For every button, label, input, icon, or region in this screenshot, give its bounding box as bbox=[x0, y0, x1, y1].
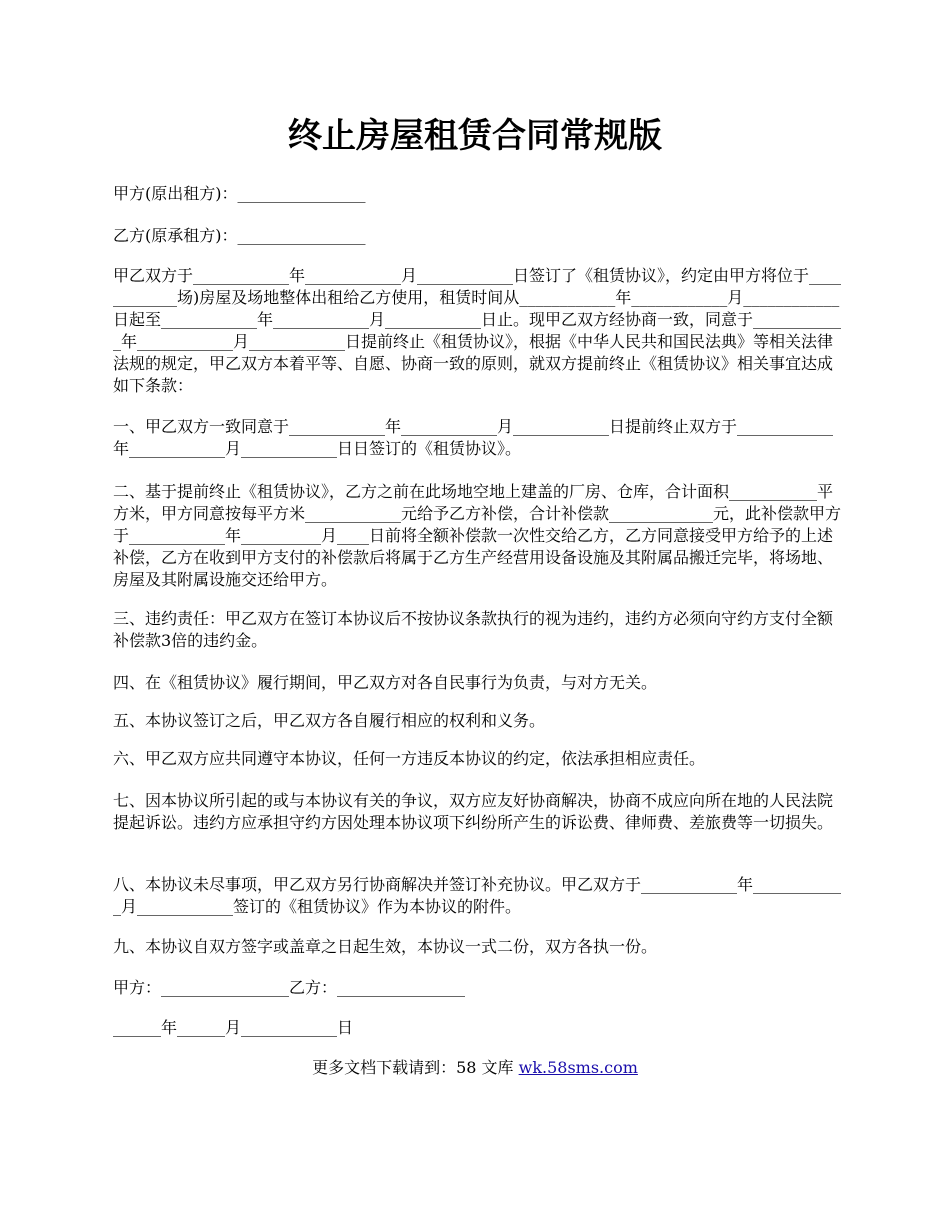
signature-line: 甲方：________________乙方：________________ bbox=[113, 978, 466, 997]
clause-3: 三、违约责任：甲乙双方在签订本协议后不按协议条款执行的视为违约，违约方必须向守约方支付全额补偿款3倍的违约金。 bbox=[113, 609, 834, 650]
clause-2: 二、基于提前终止《租赁协议》，乙方之前在此场地空地上建盖的厂房、仓库，合计面积___________平方米，甲方同意按每平方米____________元给予乙方补偿，合计补偿款_____________元，此补偿款甲方于____________年__________月____日前将全额补偿款一次性交给乙方，乙方同意接受甲方给予的上述补偿，乙方在收到甲方支付的补偿款后将属于乙方生产经营用设备设施及其附属品搬迁完毕，将场地、房屋及其附属设施交还给甲方。 bbox=[113, 482, 842, 589]
clause-7: 七、因本协议所引起的或与本协议有关的争议，双方应友好协商解决，协商不成应向所在地的人民法院提起诉讼。违约方应承担守约方因处理本协议项下纠纷所产生的诉讼费、律师费、差旅费等一切损失。 bbox=[113, 791, 834, 832]
clause-9: 九、本协议自双方签字或盖章之日起生效，本协议一式二份，双方各执一份。 bbox=[113, 937, 658, 956]
intro-paragraph: 甲乙双方于____________年____________月____________日签订了《租赁协议》，约定由甲方将位于____________场)房屋及场地整体出租给乙方使用，租赁时间从____________年____________月____________日起至____________年____________月____________日止。现甲乙双方经协商一致，同意于____________年____________月____________日提前终止《租赁协议》，根据《中华人民共和国民法典》等相关法律法规的规定，甲乙双方本着平等、自愿、协商一致的原则，就双方提前终止《租赁协议》相关事宜达成如下条款： bbox=[113, 266, 842, 395]
clause-6: 六、甲乙双方应共同遵守本协议，任何一方违反本协议的约定，依法承担相应责任。 bbox=[113, 749, 706, 768]
clause-4: 四、在《租赁协议》履行期间，甲乙双方对各自民事行为负责，与对方无关。 bbox=[113, 673, 658, 692]
clause-1: 一、甲乙双方一致同意于____________年____________月____________日提前终止双方于____________年____________月____________日日签订的《租赁协议》。 bbox=[113, 417, 834, 458]
clause-8: 八、本协议未尽事项，甲乙双方另行协商解决并签订补充协议。甲乙双方于____________年____________月____________签订的《租赁协议》作为本协议的附件。 bbox=[113, 875, 842, 916]
date-line: ______年______月____________日 bbox=[113, 1018, 354, 1037]
party-b-line: 乙方(原承租方)：________________ bbox=[113, 226, 366, 245]
clause-5: 五、本协议签订之后，甲乙双方各自履行相应的权利和义务。 bbox=[113, 711, 546, 730]
party-a-line: 甲方(原出租方)：________________ bbox=[113, 184, 366, 203]
footer bbox=[0, 1056, 950, 1080]
footer-prefix: 更多文档下载请到：58 文库 bbox=[312, 1058, 519, 1077]
document-title: 终止房屋租赁合同常规版 bbox=[288, 116, 662, 156]
footer-link[interactable]: wk.58sms.com bbox=[518, 1058, 638, 1077]
